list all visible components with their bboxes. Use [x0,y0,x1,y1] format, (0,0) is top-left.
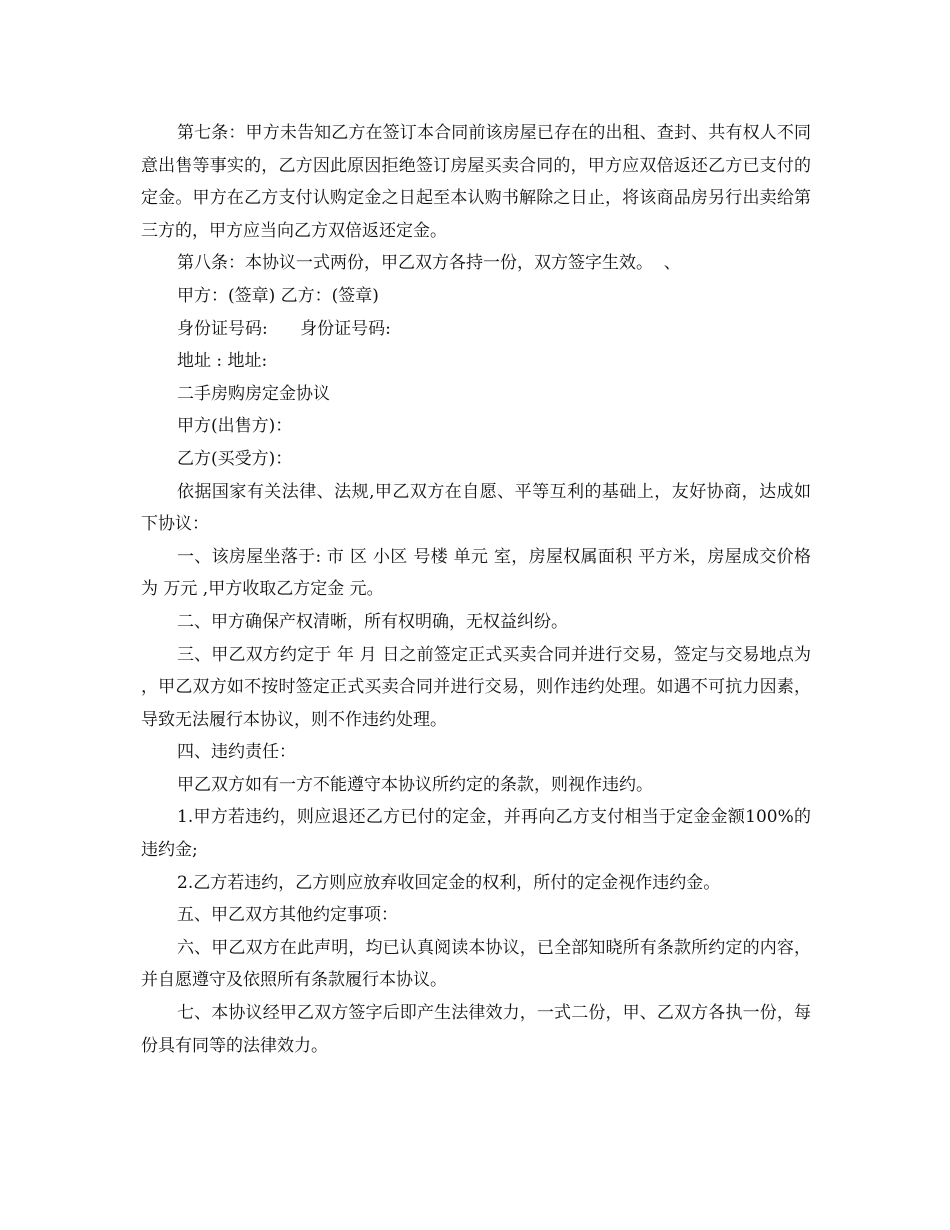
buyer-line: 乙方(买受方)： [177,448,293,469]
clause-8-paragraph: 第八条：本协议一式两份，甲乙双方各持一份，双方签字生效。 、 [177,253,681,274]
breach-seller-paragraph: 1.甲方若违约，则应退还乙方已付的定金，并再向乙方支付相当于定金金额100%的违约金; [141,807,811,861]
term-5-paragraph: 五、甲乙双方其他约定事项： [177,905,398,926]
address-line: 地址 : 地址: [177,351,268,372]
term-7-paragraph: 七、本协议经甲乙双方签字后即产生法律效力，一式二份，甲、乙双方各执一份，每份具有同等的法律效力。 [141,1003,811,1056]
term-1-paragraph: 一、该房屋坐落于: 市 区 小区 号楼 单元 室，房屋权属面积 平方米，房屋成交价格为 万元 ,甲方收取乙方定金 元。 [141,546,811,600]
term-3-paragraph: 三、甲乙双方约定于 年 月 日之前签定正式买卖合同并进行交易，签定与交易地点为 ，甲乙双方如不按时签定正式买卖合同并进行交易，则作违约处理。如遇不可抗力因素，导致无法履行本协议，则不作违约处理。 [141,644,817,730]
breach-buyer-paragraph: 2.乙方若违约，乙方则应放弃收回定金的权利，所付的定金视作违约金。 [177,872,721,893]
breach-general-paragraph: 甲乙双方如有一方不能遵守本协议所约定的条款，则视作违约。 [177,774,653,795]
agreement-title: 二手房购房定金协议 [177,383,330,404]
signature-line: 甲方：(签章) 乙方：(签章) [177,285,379,306]
clause-7-paragraph: 第七条：甲方未告知乙方在签订本合同前该房屋已存在的出租、查封、共有权人不同意出售等事实的，乙方因此原因拒绝签订房屋买卖合同的，甲方应双倍返还乙方已支付的定金。甲方在乙方支付认购定金之日起至本认购书解除之日止，将该商品房另行出卖给第三方的，甲方应当向乙方双倍返还定金。 [141,123,811,241]
id-number-line: 身份证号码: 身份证号码: [177,318,391,339]
document-body [141,117,817,1062]
term-2-paragraph: 二、甲方确保产权清晰，所有权明确，无权益纠纷。 [177,611,568,632]
seller-line: 甲方(出售方)： [177,416,293,437]
preamble-paragraph: 依据国家有关法律、法规,甲乙双方在自愿、平等互利的基础上，友好协商，达成如下协议： [141,481,811,535]
term-4-heading: 四、违约责任： [177,742,296,763]
term-6-paragraph: 六、甲乙双方在此声明，均已认真阅读本协议，已全部知晓所有条款所约定的内容，并自愿遵守及依照所有条款履行本协议。 [141,937,811,991]
